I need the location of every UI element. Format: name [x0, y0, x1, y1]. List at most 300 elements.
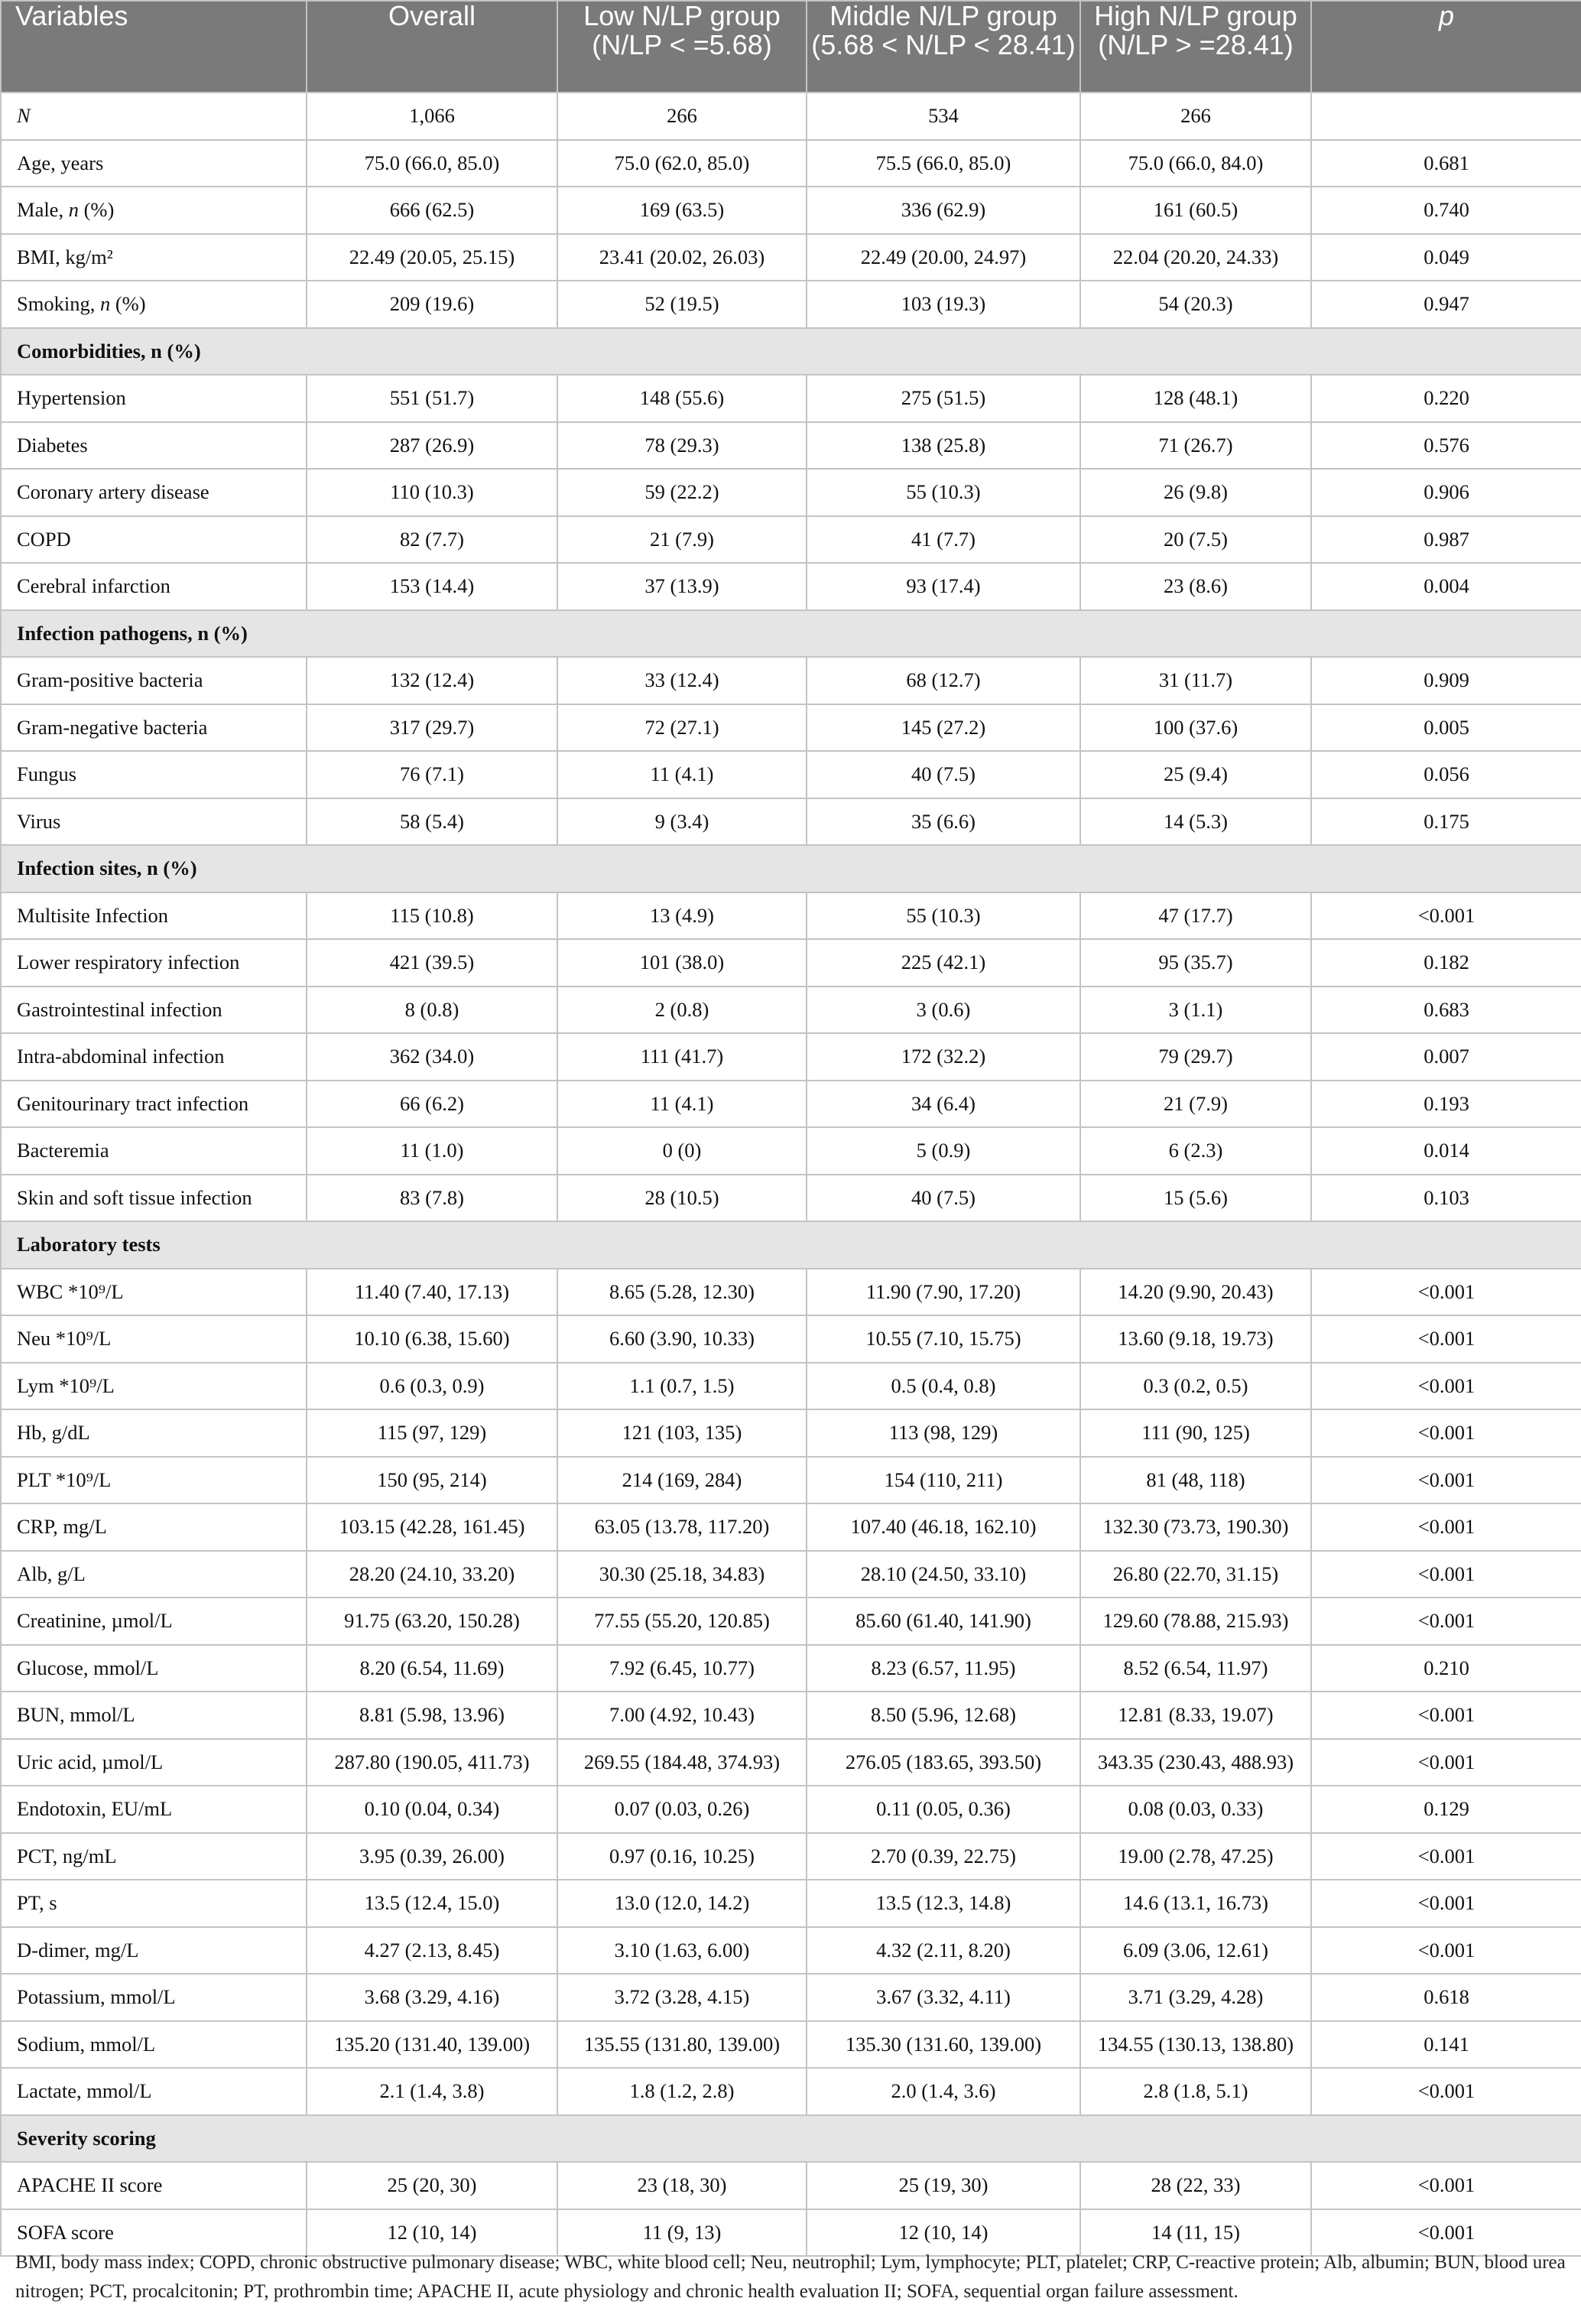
cell-low-group: 23 (18, 30) — [557, 2162, 807, 2209]
cell-high-group: 161 (60.5) — [1080, 187, 1311, 234]
cell-p-value: 0.909 — [1311, 657, 1581, 704]
cell-low-group: 11 (9, 13) — [557, 2209, 807, 2257]
table-row — [1, 563, 1581, 610]
cell-low-group: 0.97 (0.16, 10.25) — [557, 1833, 807, 1880]
cell-low-group: 33 (12.4) — [557, 657, 807, 704]
cell-middle-group: 275 (51.5) — [807, 375, 1080, 422]
cell-low-group: 13 (4.9) — [557, 892, 807, 940]
cell-high-group: 81 (48, 118) — [1080, 1457, 1311, 1504]
cell-high-group: 134.55 (130.13, 138.80) — [1080, 2021, 1311, 2069]
cell-overall: 8.20 (6.54, 11.69) — [307, 1645, 557, 1692]
cell-p-value — [1311, 93, 1581, 140]
cell-low-group: 75.0 (62.0, 85.0) — [557, 140, 807, 187]
cell-p-value: 0.618 — [1311, 1974, 1581, 2021]
cell-high-group: 12.81 (8.33, 19.07) — [1080, 1692, 1311, 1739]
cell-low-group: 72 (27.1) — [557, 704, 807, 752]
cell-high-group: 47 (17.7) — [1080, 892, 1311, 940]
table-row — [1, 187, 1581, 234]
header-high-line2: (N/LP > =28.41) — [1098, 29, 1294, 60]
cell-high-group: 14.6 (13.1, 16.73) — [1080, 1880, 1311, 1927]
cell-high-group: 31 (11.7) — [1080, 657, 1311, 704]
row-label: N — [1, 93, 307, 140]
row-label: Potassium, mmol/L — [1, 1974, 307, 2021]
cell-overall: 135.20 (131.40, 139.00) — [307, 2021, 557, 2069]
cell-high-group: 21 (7.9) — [1080, 1081, 1311, 1128]
header-middle-line2: (5.68 < N/LP < 28.41) — [811, 29, 1076, 60]
cell-low-group: 0.07 (0.03, 0.26) — [557, 1786, 807, 1833]
table-row — [1, 798, 1581, 846]
cell-middle-group: 8.23 (6.57, 11.95) — [807, 1645, 1080, 1692]
cell-high-group: 14 (5.3) — [1080, 798, 1311, 846]
cell-low-group: 121 (103, 135) — [557, 1409, 807, 1457]
row-label: Virus — [1, 798, 307, 846]
cell-p-value: <0.001 — [1311, 2068, 1581, 2115]
row-label: BMI, kg/m² — [1, 234, 307, 281]
cell-high-group: 100 (37.6) — [1080, 704, 1311, 752]
cell-high-group: 95 (35.7) — [1080, 939, 1311, 986]
cell-high-group: 28 (22, 33) — [1080, 2162, 1311, 2209]
cell-middle-group: 40 (7.5) — [807, 1175, 1080, 1222]
cell-middle-group: 41 (7.7) — [807, 516, 1080, 564]
table-row — [1, 1645, 1581, 1692]
cell-low-group: 1.8 (1.2, 2.8) — [557, 2068, 807, 2115]
cell-high-group: 20 (7.5) — [1080, 516, 1311, 564]
cell-p-value: 0.947 — [1311, 281, 1581, 328]
cell-overall: 103.15 (42.28, 161.45) — [307, 1503, 557, 1551]
cell-high-group: 54 (20.3) — [1080, 281, 1311, 328]
cell-high-group: 8.52 (6.54, 11.97) — [1080, 1645, 1311, 1692]
cell-low-group: 8.65 (5.28, 12.30) — [557, 1269, 807, 1316]
cell-high-group: 23 (8.6) — [1080, 563, 1311, 610]
cell-middle-group: 68 (12.7) — [807, 657, 1080, 704]
row-label: Multisite Infection — [1, 892, 307, 940]
table-row — [1, 1363, 1581, 1410]
cell-p-value: 0.049 — [1311, 234, 1581, 281]
cell-middle-group: 12 (10, 14) — [807, 2209, 1080, 2257]
table-row — [1, 1974, 1581, 2021]
cell-middle-group: 2.0 (1.4, 3.6) — [807, 2068, 1080, 2115]
cell-p-value: 0.681 — [1311, 140, 1581, 187]
cell-overall: 11 (1.0) — [307, 1127, 557, 1175]
cell-p-value: <0.001 — [1311, 1927, 1581, 1975]
cell-p-value: <0.001 — [1311, 1457, 1581, 1504]
cell-overall: 25 (20, 30) — [307, 2162, 557, 2209]
cell-overall: 4.27 (2.13, 8.45) — [307, 1927, 557, 1975]
cell-middle-group: 107.40 (46.18, 162.10) — [807, 1503, 1080, 1551]
cell-p-value: 0.056 — [1311, 751, 1581, 798]
header-low-group — [557, 1, 807, 93]
table-row — [1, 2021, 1581, 2069]
cell-overall: 8.81 (5.98, 13.96) — [307, 1692, 557, 1739]
cell-overall: 110 (10.3) — [307, 469, 557, 516]
cell-overall: 83 (7.8) — [307, 1175, 557, 1222]
row-label: PT, s — [1, 1880, 307, 1927]
section-title: Infection sites, n (%) — [1, 845, 1581, 892]
table-row — [1, 1315, 1581, 1363]
cell-overall: 28.20 (24.10, 33.20) — [307, 1551, 557, 1598]
row-label: Lym *10⁹/L — [1, 1363, 307, 1410]
table-row — [1, 939, 1581, 986]
cell-overall: 421 (39.5) — [307, 939, 557, 986]
cell-p-value: 0.014 — [1311, 1127, 1581, 1175]
cell-high-group: 132.30 (73.73, 190.30) — [1080, 1503, 1311, 1551]
cell-middle-group: 10.55 (7.10, 15.75) — [807, 1315, 1080, 1363]
cell-high-group: 128 (48.1) — [1080, 375, 1311, 422]
row-label: Alb, g/L — [1, 1551, 307, 1598]
cell-p-value: <0.001 — [1311, 1598, 1581, 1645]
row-label: Gastrointestinal infection — [1, 986, 307, 1034]
cell-p-value: <0.001 — [1311, 1315, 1581, 1363]
cell-high-group: 111 (90, 125) — [1080, 1409, 1311, 1457]
cell-p-value: 0.906 — [1311, 469, 1581, 516]
cell-low-group: 9 (3.4) — [557, 798, 807, 846]
cell-low-group: 59 (22.2) — [557, 469, 807, 516]
cell-overall: 13.5 (12.4, 15.0) — [307, 1880, 557, 1927]
row-label: Creatinine, µmol/L — [1, 1598, 307, 1645]
cell-middle-group: 103 (19.3) — [807, 281, 1080, 328]
row-label: WBC *10⁹/L — [1, 1269, 307, 1316]
table-row — [1, 1457, 1581, 1504]
table-row — [1, 1739, 1581, 1786]
cell-overall: 66 (6.2) — [307, 1081, 557, 1128]
table-row — [1, 140, 1581, 187]
row-label: Hb, g/dL — [1, 1409, 307, 1457]
cell-overall: 3.95 (0.39, 26.00) — [307, 1833, 557, 1880]
header-high-line1: High N/LP group — [1094, 0, 1297, 31]
cell-middle-group: 22.49 (20.00, 24.97) — [807, 234, 1080, 281]
cell-low-group: 63.05 (13.78, 117.20) — [557, 1503, 807, 1551]
row-label: APACHE II score — [1, 2162, 307, 2209]
table-row — [1, 1598, 1581, 1645]
table-row — [1, 93, 1581, 140]
header-high-group — [1080, 1, 1311, 93]
cell-high-group: 343.35 (230.43, 488.93) — [1080, 1739, 1311, 1786]
header-middle-line1: Middle N/LP group — [829, 0, 1057, 31]
cell-high-group: 6 (2.3) — [1080, 1127, 1311, 1175]
section-header-row — [1, 610, 1581, 658]
cell-low-group: 21 (7.9) — [557, 516, 807, 564]
cell-high-group: 22.04 (20.20, 24.33) — [1080, 234, 1311, 281]
section-header-row — [1, 845, 1581, 892]
cell-p-value: 0.987 — [1311, 516, 1581, 564]
row-label: Glucose, mmol/L — [1, 1645, 307, 1692]
header-p-value: p — [1311, 1, 1581, 93]
table-row — [1, 1409, 1581, 1457]
row-label: Diabetes — [1, 422, 307, 470]
cell-middle-group: 276.05 (183.65, 393.50) — [807, 1739, 1080, 1786]
row-label: Skin and soft tissue infection — [1, 1175, 307, 1222]
table-row — [1, 281, 1581, 328]
cell-overall: 287 (26.9) — [307, 422, 557, 470]
cell-overall: 287.80 (190.05, 411.73) — [307, 1739, 557, 1786]
cell-middle-group: 534 — [807, 93, 1080, 140]
row-label: Gram-positive bacteria — [1, 657, 307, 704]
table-row — [1, 1081, 1581, 1128]
header-row — [1, 1, 1581, 93]
cell-middle-group: 35 (6.6) — [807, 798, 1080, 846]
cell-overall: 153 (14.4) — [307, 563, 557, 610]
cell-overall: 1,066 — [307, 93, 557, 140]
italic-n: n — [99, 292, 111, 316]
row-label: Male, n (%) — [1, 187, 307, 234]
row-label: Genitourinary tract infection — [1, 1081, 307, 1128]
cell-middle-group: 5 (0.9) — [807, 1127, 1080, 1175]
cell-low-group: 30.30 (25.18, 34.83) — [557, 1551, 807, 1598]
cell-overall: 10.10 (6.38, 15.60) — [307, 1315, 557, 1363]
cell-p-value: <0.001 — [1311, 1503, 1581, 1551]
table-row — [1, 1927, 1581, 1975]
italic-n: n — [68, 198, 79, 222]
section-title: Severity scoring — [1, 2115, 1581, 2163]
cell-low-group: 214 (169, 284) — [557, 1457, 807, 1504]
cell-middle-group: 172 (32.2) — [807, 1033, 1080, 1081]
row-label: SOFA score — [1, 2209, 307, 2257]
row-label: Age, years — [1, 140, 307, 187]
cell-overall: 75.0 (66.0, 85.0) — [307, 140, 557, 187]
cell-p-value: <0.001 — [1311, 1692, 1581, 1739]
row-label: Lower respiratory infection — [1, 939, 307, 986]
cell-low-group: 37 (13.9) — [557, 563, 807, 610]
header-variables: Variables — [1, 1, 307, 93]
cell-overall: 91.75 (63.20, 150.28) — [307, 1598, 557, 1645]
row-label: Coronary artery disease — [1, 469, 307, 516]
cell-low-group: 269.55 (184.48, 374.93) — [557, 1739, 807, 1786]
row-label: Bacteremia — [1, 1127, 307, 1175]
cell-high-group: 14 (11, 15) — [1080, 2209, 1311, 2257]
cell-p-value: 0.103 — [1311, 1175, 1581, 1222]
table-row — [1, 1880, 1581, 1927]
table-row — [1, 704, 1581, 752]
cell-middle-group: 0.5 (0.4, 0.8) — [807, 1363, 1080, 1410]
cell-overall: 132 (12.4) — [307, 657, 557, 704]
cell-high-group: 79 (29.7) — [1080, 1033, 1311, 1081]
header-low-line2: (N/LP < =5.68) — [592, 29, 772, 60]
row-label: BUN, mmol/L — [1, 1692, 307, 1739]
cell-overall: 209 (19.6) — [307, 281, 557, 328]
cell-p-value: 0.182 — [1311, 939, 1581, 986]
cell-p-value: <0.001 — [1311, 2209, 1581, 2257]
cell-p-value: <0.001 — [1311, 1880, 1581, 1927]
cell-middle-group: 11.90 (7.90, 17.20) — [807, 1269, 1080, 1316]
cell-low-group: 3.72 (3.28, 4.15) — [557, 1974, 807, 2021]
cell-p-value: <0.001 — [1311, 1269, 1581, 1316]
row-label: Sodium, mmol/L — [1, 2021, 307, 2069]
cell-low-group: 0 (0) — [557, 1127, 807, 1175]
cell-overall: 82 (7.7) — [307, 516, 557, 564]
table-row — [1, 234, 1581, 281]
cell-high-group: 0.08 (0.03, 0.33) — [1080, 1786, 1311, 1833]
cell-high-group: 25 (9.4) — [1080, 751, 1311, 798]
cell-overall: 12 (10, 14) — [307, 2209, 557, 2257]
cell-overall: 666 (62.5) — [307, 187, 557, 234]
cell-low-group: 23.41 (20.02, 26.03) — [557, 234, 807, 281]
table-row — [1, 1033, 1581, 1081]
cell-low-group: 135.55 (131.80, 139.00) — [557, 2021, 807, 2069]
header-low-line1: Low N/LP group — [583, 0, 781, 31]
cell-low-group: 1.1 (0.7, 1.5) — [557, 1363, 807, 1410]
cell-middle-group: 93 (17.4) — [807, 563, 1080, 610]
cell-overall: 551 (51.7) — [307, 375, 557, 422]
cell-overall: 150 (95, 214) — [307, 1457, 557, 1504]
cell-low-group: 52 (19.5) — [557, 281, 807, 328]
cell-p-value: <0.001 — [1311, 1551, 1581, 1598]
row-label: COPD — [1, 516, 307, 564]
row-label: Cerebral infarction — [1, 563, 307, 610]
row-label: Hypertension — [1, 375, 307, 422]
cell-p-value: 0.220 — [1311, 375, 1581, 422]
row-label: Uric acid, µmol/L — [1, 1739, 307, 1786]
cell-middle-group: 225 (42.1) — [807, 939, 1080, 986]
cell-high-group: 13.60 (9.18, 19.73) — [1080, 1315, 1311, 1363]
table-row — [1, 1127, 1581, 1175]
cell-middle-group: 135.30 (131.60, 139.00) — [807, 2021, 1080, 2069]
cell-low-group: 11 (4.1) — [557, 1081, 807, 1128]
cell-overall: 11.40 (7.40, 17.13) — [307, 1269, 557, 1316]
cell-p-value: 0.210 — [1311, 1645, 1581, 1692]
cell-middle-group: 34 (6.4) — [807, 1081, 1080, 1128]
table-row — [1, 375, 1581, 422]
cell-p-value: 0.007 — [1311, 1033, 1581, 1081]
table-row — [1, 1692, 1581, 1739]
cell-high-group: 26.80 (22.70, 31.15) — [1080, 1551, 1311, 1598]
row-label: Intra-abdominal infection — [1, 1033, 307, 1081]
row-label: Neu *10⁹/L — [1, 1315, 307, 1363]
cell-middle-group: 28.10 (24.50, 33.10) — [807, 1551, 1080, 1598]
table-row — [1, 657, 1581, 704]
table-header — [1, 1, 1581, 93]
table-row — [1, 1551, 1581, 1598]
cell-middle-group: 40 (7.5) — [807, 751, 1080, 798]
cell-middle-group: 8.50 (5.96, 12.68) — [807, 1692, 1080, 1739]
cell-middle-group: 85.60 (61.40, 141.90) — [807, 1598, 1080, 1645]
table-row — [1, 1269, 1581, 1316]
cell-middle-group: 3.67 (3.32, 4.11) — [807, 1974, 1080, 2021]
table-row — [1, 1786, 1581, 1833]
cell-low-group: 77.55 (55.20, 120.85) — [557, 1598, 807, 1645]
cell-high-group: 19.00 (2.78, 47.25) — [1080, 1833, 1311, 1880]
cell-low-group: 7.92 (6.45, 10.77) — [557, 1645, 807, 1692]
header-middle-group — [807, 1, 1080, 93]
cell-p-value: 0.740 — [1311, 187, 1581, 234]
table-row — [1, 986, 1581, 1034]
cell-low-group: 6.60 (3.90, 10.33) — [557, 1315, 807, 1363]
cell-middle-group: 75.5 (66.0, 85.0) — [807, 140, 1080, 187]
cell-p-value: 0.175 — [1311, 798, 1581, 846]
cell-high-group: 26 (9.8) — [1080, 469, 1311, 516]
row-label: Endotoxin, EU/mL — [1, 1786, 307, 1833]
cell-p-value: 0.005 — [1311, 704, 1581, 752]
header-overall: Overall — [307, 1, 557, 93]
section-title: Comorbidities, n (%) — [1, 328, 1581, 375]
cell-low-group: 28 (10.5) — [557, 1175, 807, 1222]
cell-middle-group: 336 (62.9) — [807, 187, 1080, 234]
table-row — [1, 422, 1581, 470]
cell-p-value: <0.001 — [1311, 1739, 1581, 1786]
cell-overall: 8 (0.8) — [307, 986, 557, 1034]
row-label: PLT *10⁹/L — [1, 1457, 307, 1504]
cell-low-group: 13.0 (12.0, 14.2) — [557, 1880, 807, 1927]
cell-low-group: 169 (63.5) — [557, 187, 807, 234]
cell-low-group: 3.10 (1.63, 6.00) — [557, 1927, 807, 1975]
cell-overall: 2.1 (1.4, 3.8) — [307, 2068, 557, 2115]
cell-high-group: 71 (26.7) — [1080, 422, 1311, 470]
table-row — [1, 516, 1581, 564]
table-row — [1, 1503, 1581, 1551]
cell-overall: 362 (34.0) — [307, 1033, 557, 1081]
cell-low-group: 2 (0.8) — [557, 986, 807, 1034]
table-row — [1, 1833, 1581, 1880]
cell-p-value: <0.001 — [1311, 2162, 1581, 2209]
cell-high-group: 6.09 (3.06, 12.61) — [1080, 1927, 1311, 1975]
cell-p-value: 0.193 — [1311, 1081, 1581, 1128]
cell-middle-group: 25 (19, 30) — [807, 2162, 1080, 2209]
cell-overall: 317 (29.7) — [307, 704, 557, 752]
row-label: D-dimer, mg/L — [1, 1927, 307, 1975]
table-row — [1, 469, 1581, 516]
table-row — [1, 751, 1581, 798]
cell-p-value: 0.576 — [1311, 422, 1581, 470]
cell-middle-group: 154 (110, 211) — [807, 1457, 1080, 1504]
cell-p-value: 0.683 — [1311, 986, 1581, 1034]
row-label: Gram-negative bacteria — [1, 704, 307, 752]
table-row — [1, 1175, 1581, 1222]
cell-p-value: 0.141 — [1311, 2021, 1581, 2069]
cell-overall: 0.10 (0.04, 0.34) — [307, 1786, 557, 1833]
row-label: Smoking, n (%) — [1, 281, 307, 328]
cell-overall: 58 (5.4) — [307, 798, 557, 846]
cell-low-group: 111 (41.7) — [557, 1033, 807, 1081]
cell-middle-group: 2.70 (0.39, 22.75) — [807, 1833, 1080, 1880]
cell-low-group: 148 (55.6) — [557, 375, 807, 422]
section-header-row — [1, 1221, 1581, 1269]
cell-middle-group: 145 (27.2) — [807, 704, 1080, 752]
table-body — [1, 93, 1581, 2256]
cell-low-group: 78 (29.3) — [557, 422, 807, 470]
row-label: PCT, ng/mL — [1, 1833, 307, 1880]
cell-high-group: 3 (1.1) — [1080, 986, 1311, 1034]
cell-middle-group: 138 (25.8) — [807, 422, 1080, 470]
cell-middle-group: 55 (10.3) — [807, 469, 1080, 516]
cell-low-group: 266 — [557, 93, 807, 140]
cell-p-value: <0.001 — [1311, 1363, 1581, 1410]
cell-high-group: 129.60 (78.88, 215.93) — [1080, 1598, 1311, 1645]
cell-p-value: <0.001 — [1311, 1833, 1581, 1880]
table-footnote: BMI, body mass index; COPD, chronic obstructive pulmonary disease; WBC, white blood cell; Neu, neutrophil; Lym, lymphocyte; PLT, platelet; CRP, C-reactive protein; Alb, albumin; BUN, blood urea nitrogen; PCT, procalcitonin; PT, prothrombin time; APACHE II, acute physiology and chronic health evaluation II; SOFA, sequential organ failure assessment. — [15, 2252, 1566, 2302]
cell-p-value: 0.129 — [1311, 1786, 1581, 1833]
cell-low-group: 11 (4.1) — [557, 751, 807, 798]
cell-middle-group: 4.32 (2.11, 8.20) — [807, 1927, 1080, 1975]
cell-high-group: 2.8 (1.8, 5.1) — [1080, 2068, 1311, 2115]
cell-overall: 0.6 (0.3, 0.9) — [307, 1363, 557, 1410]
cell-low-group: 7.00 (4.92, 10.43) — [557, 1692, 807, 1739]
section-header-row — [1, 2115, 1581, 2163]
cell-middle-group: 13.5 (12.3, 14.8) — [807, 1880, 1080, 1927]
cell-overall: 76 (7.1) — [307, 751, 557, 798]
cell-overall: 3.68 (3.29, 4.16) — [307, 1974, 557, 2021]
cell-overall: 115 (97, 129) — [307, 1409, 557, 1457]
cell-middle-group: 3 (0.6) — [807, 986, 1080, 1034]
cell-middle-group: 0.11 (0.05, 0.36) — [807, 1786, 1080, 1833]
table-row — [1, 2068, 1581, 2115]
row-label: Fungus — [1, 751, 307, 798]
cell-overall: 115 (10.8) — [307, 892, 557, 940]
cell-high-group: 15 (5.6) — [1080, 1175, 1311, 1222]
cell-middle-group: 113 (98, 129) — [807, 1409, 1080, 1457]
cell-high-group: 266 — [1080, 93, 1311, 140]
section-title: Infection pathogens, n (%) — [1, 610, 1581, 658]
cell-high-group: 75.0 (66.0, 84.0) — [1080, 140, 1311, 187]
table-row — [1, 2162, 1581, 2209]
